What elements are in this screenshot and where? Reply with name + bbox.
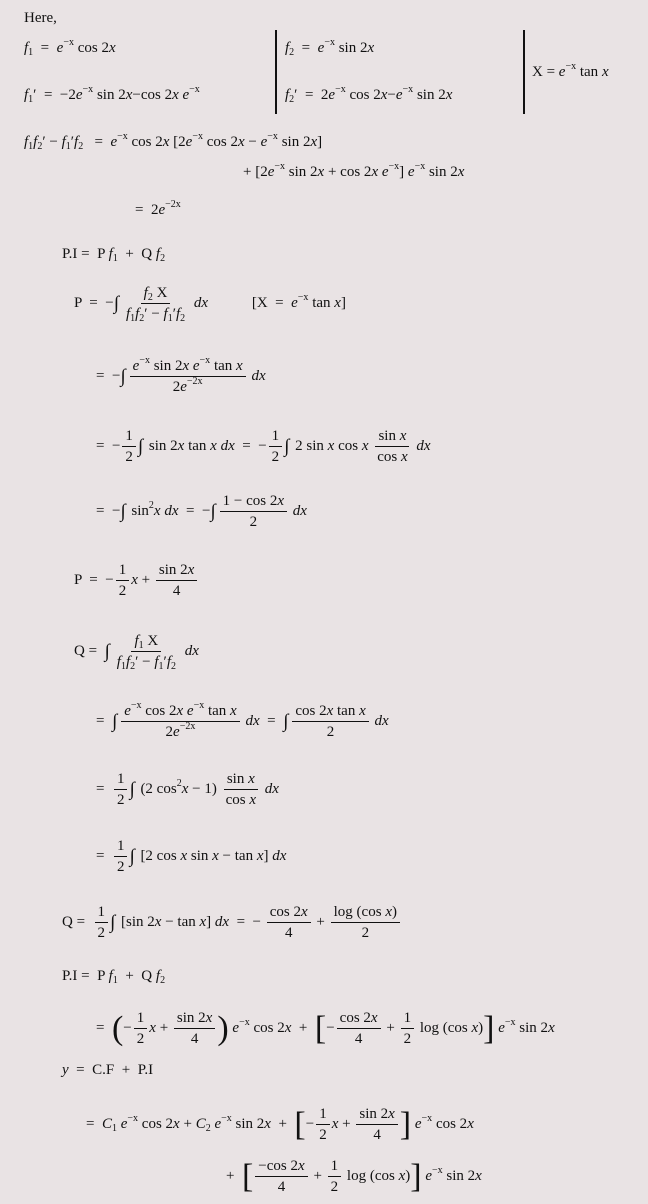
here-label: Here,: [24, 10, 57, 26]
wronskian-line-1: $f_1f_2' - f_1'f_2 = e^{-x}$ cos 2x [$2e^{-x}$ $\cos 2x - e^{-x}$ sin 2x]: [24, 131, 323, 152]
p-step-3: = −∫ $\sin^2x$ dx = −∫ $\frac{1 - \cos 2x}{2}$ dx: [96, 493, 307, 530]
solution-line-1: = $C_1$ $e^{-x}$ $\cos 2x + C_2$ $e^{-x}$ sin 2x + [− $\frac{1}{2}$ x + $\frac{\sin 2x}{4}$ ] $e^{-x}$ cos 2x: [86, 1105, 474, 1143]
solution-line-2: + [ $\frac{-\cos 2x}{4}$ + $\frac{1}{2}$ log (cos x)] $e^{-x}$ sin 2x: [226, 1157, 482, 1195]
f1-definition: $f_1 = e^{-x}$ cos 2x: [24, 37, 116, 58]
pi-result: = (− $\frac{1}{2}$ x + $\frac{\sin 2x}{4}$ ) $e^{-x}$ cos 2x + [− $\frac{\cos 2x}{4}$ + $\frac{1}{2}$ log (cos x)] $e^{-x}$ sin 2x: [96, 1009, 555, 1047]
q-step-1: = ∫ $\frac{e^{-x} \cos 2x e^{-x} \tan x}{2e^{-2x}}$ dx = ∫ $\frac{\text{cos 2x tan x}}{2}$ dx: [96, 700, 389, 740]
f2-derivative: $f_2' = 2e^{-x}$ $\cos 2x-e^{-x}$ sin 2x: [285, 84, 453, 105]
solution-definition: y = C.F + P.I: [62, 1062, 154, 1078]
f1-derivative: $f_1' = -2e^{-x}$ sin 2x−cos 2x $e^{-x}$: [24, 84, 200, 105]
q-step-3: = $\frac{1}{2}$ ∫ [2 cos x sin x − tan x] dx: [96, 838, 287, 875]
wronskian-line-2: + [$2e^{-x}$ sin 2x + cos 2x $e^{-x}$] $e^{-x}$ sin 2x: [243, 161, 465, 180]
p-integral-formula: P = −∫ $\frac{f_2 X}{f_1f_2' - f_1'f_2}$ dx [$X = e^{-x}$ tan x]: [74, 285, 346, 324]
wronskian-result: = $2e^{-2x}$: [135, 199, 181, 218]
f2-definition: $f_2 = e^{-x}$ sin 2x: [285, 37, 375, 58]
q-integral-formula: Q = ∫ $\frac{f_1 X}{f_1f_2' - f_1'f_2}$ dx: [74, 633, 199, 672]
q-result: Q = $\frac{1}{2}$ ∫ [sin 2x − tan x] dx = − $\frac{\cos 2x}{4}$ + $\frac{\text{log (cos x)}}{2}$: [62, 904, 402, 941]
pi-definition: P.I = P $f_1 + Q$ $f_2$: [62, 246, 166, 264]
p-step-2: = − $\frac{1}{2}$ ∫ sin 2x tan x dx = − $\frac{1}{2}$ ∫ 2 sin x cos x $\frac{\text{sin x}}{\text{cos x}}$ dx: [96, 428, 431, 465]
x-definition: $X = e^{-x}$ tan x: [532, 61, 609, 80]
determinant-bar-left: [275, 30, 277, 114]
p-step-1: = −∫ $\frac{e^{-x} \sin 2x e^{-x} \tan x}{2e^{-2x}}$ dx: [96, 355, 266, 395]
q-step-2: = $\frac{1}{2}$ ∫ (2 $\cos^2x - 1$) $\frac{\text{sin x}}{\text{cos x}}$ dx: [96, 771, 279, 808]
p-result: P = − $\frac{1}{2}$ x + $\frac{\sin 2x}{4}$: [74, 562, 199, 599]
determinant-bar-right: [523, 30, 525, 114]
pi-restated: P.I = P $f_1 + Q$ $f_2$: [62, 968, 166, 986]
